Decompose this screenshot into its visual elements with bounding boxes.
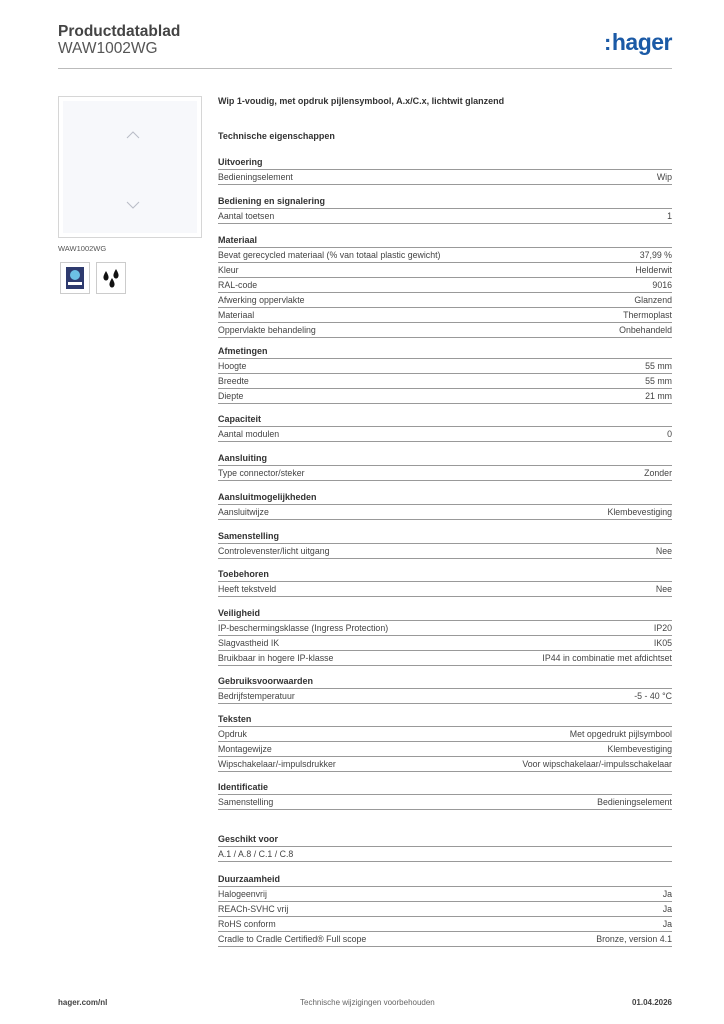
spec-label: Slagvastheid IK [218, 638, 280, 648]
spec-row [218, 757, 672, 772]
spec-value: 55 mm [645, 361, 672, 371]
spec-row [218, 389, 672, 404]
spec-value: 37,99 % [639, 250, 672, 260]
section-title: Veiligheid [218, 607, 672, 621]
header-divider [58, 68, 672, 69]
spec-value: 21 mm [645, 391, 672, 401]
section-title: Bediening en signalering [218, 195, 672, 209]
spec-label: Cradle to Cradle Certified® Full scope [218, 934, 367, 944]
product-code-heading: WAW1002WG [58, 40, 158, 57]
spec-section [218, 345, 672, 404]
section-title: Samenstelling [218, 530, 672, 544]
spec-row [218, 263, 672, 278]
spec-row [218, 727, 672, 742]
arrow-up-icon [125, 127, 141, 143]
spec-section [218, 452, 672, 481]
spec-row [218, 359, 672, 374]
spec-section [218, 156, 672, 185]
spec-label: Halogeenvrij [218, 889, 267, 899]
spec-label: Samenstelling [218, 797, 274, 807]
spec-section [218, 675, 672, 704]
spec-label: Aansluitwijze [218, 507, 269, 517]
spec-section [218, 413, 672, 442]
spec-label: Aantal toetsen [218, 211, 275, 221]
spec-section [218, 713, 672, 772]
spec-value: Bedieningselement [597, 797, 672, 807]
spec-value: Wip [656, 172, 672, 182]
hager-logo: :hager [604, 29, 672, 55]
spec-row [218, 374, 672, 389]
spec-row [218, 209, 672, 224]
spec-value: Klembevestiging [607, 507, 672, 517]
spec-value: Ja [662, 919, 672, 929]
spec-label: Breedte [218, 376, 249, 386]
spec-value: 0 [667, 429, 672, 439]
spec-label: Bedrijfstemperatuur [218, 691, 295, 701]
spec-row [218, 293, 672, 308]
spec-row [218, 742, 672, 757]
spec-value: Voor wipschakelaar/-impulsschakelaar [522, 759, 672, 769]
spec-value: Klembevestiging [607, 744, 672, 754]
spec-section [218, 833, 672, 862]
spec-label: Oppervlakte behandeling [218, 325, 316, 335]
footer-date: 01.04.2026 [631, 998, 672, 1007]
spec-label: Diepte [218, 391, 244, 401]
spec-section [218, 873, 672, 947]
spec-label: Afwerking oppervlakte [218, 295, 305, 305]
spec-row [218, 917, 672, 932]
spec-row [218, 689, 672, 704]
spec-label: Aantal modulen [218, 429, 280, 439]
spec-label: Heeft tekstveld [218, 584, 277, 594]
spec-value: 1 [667, 211, 672, 221]
spec-section [218, 491, 672, 520]
cradle-to-cradle-certificate-icon [60, 262, 90, 294]
spec-row [218, 278, 672, 293]
spec-row [218, 795, 672, 810]
spec-label: RAL-code [218, 280, 258, 290]
spec-row [218, 308, 672, 323]
spec-label: Controlevenster/licht uitgang [218, 546, 330, 556]
spec-row [218, 466, 672, 481]
spec-row [218, 902, 672, 917]
product-image-caption: WAW1002WG [58, 244, 107, 253]
product-image [58, 96, 202, 238]
footer-notice: Technische wijzigingen voorbehouden [300, 998, 435, 1007]
spec-label: Opdruk [218, 729, 247, 739]
spec-row [218, 636, 672, 651]
spec-row [218, 847, 672, 862]
spec-row [218, 651, 672, 666]
spec-label: Hoogte [218, 361, 247, 371]
spec-section [218, 195, 672, 224]
spec-label: Materiaal [218, 310, 255, 320]
section-title: Materiaal [218, 234, 672, 248]
spec-section [218, 781, 672, 810]
spec-row [218, 544, 672, 559]
spec-value: Ja [662, 889, 672, 899]
spec-value: IP44 in combinatie met afdichtset [542, 653, 672, 663]
spec-label: Type connector/steker [218, 468, 305, 478]
spec-label: Montagewijze [218, 744, 272, 754]
spec-row [218, 932, 672, 947]
spec-value: IK05 [653, 638, 672, 648]
spec-label: REACh-SVHC vrij [218, 904, 289, 914]
section-title: Identificatie [218, 781, 672, 795]
section-title: Uitvoering [218, 156, 672, 170]
spec-section [218, 234, 672, 338]
section-title: Aansluitmogelijkheden [218, 491, 672, 505]
spec-label: RoHS conform [218, 919, 276, 929]
spec-row [218, 248, 672, 263]
spec-value: Ja [662, 904, 672, 914]
spec-section [218, 530, 672, 559]
spec-label: IP-beschermingsklasse (Ingress Protection) [218, 623, 389, 633]
spec-row [218, 621, 672, 636]
spec-row [218, 505, 672, 520]
spec-value: Met opgedrukt pijlsymbool [569, 729, 672, 739]
section-title: Geschikt voor [218, 833, 672, 847]
product-description: Wip 1-voudig, met opdruk pijlensymbool, A.x/C.x, lichtwit glanzend [218, 96, 505, 106]
spec-value: Bronze, version 4.1 [596, 934, 672, 944]
spec-row [218, 582, 672, 597]
document-title: Productdatablad [58, 23, 181, 40]
spec-value: Nee [655, 546, 672, 556]
section-title: Capaciteit [218, 413, 672, 427]
spec-row [218, 323, 672, 338]
spec-section [218, 568, 672, 597]
tech-properties-heading: Technische eigenschappen [218, 131, 335, 141]
page-header [58, 20, 672, 68]
spec-value: Nee [655, 584, 672, 594]
section-title: Toebehoren [218, 568, 672, 582]
section-title: Afmetingen [218, 345, 672, 359]
spec-value: 55 mm [645, 376, 672, 386]
spec-label: Bedieningselement [218, 172, 293, 182]
spec-value: Onbehandeld [619, 325, 672, 335]
spec-value: -5 - 40 °C [634, 691, 672, 701]
spec-label: A.1 / A.8 / C.1 / C.8 [218, 849, 294, 859]
footer-website: hager.com/nl [58, 998, 108, 1007]
spec-row [218, 170, 672, 185]
spec-label: Bevat gerecycled materiaal (% van totaal plastic gewicht) [218, 250, 441, 260]
spec-label: Bruikbaar in hogere IP-klasse [218, 653, 334, 663]
water-drops-icon [96, 262, 126, 294]
spec-section [218, 607, 672, 666]
section-title: Teksten [218, 713, 672, 727]
arrow-down-icon [125, 197, 141, 213]
spec-value: Glanzend [634, 295, 672, 305]
spec-label: Kleur [218, 265, 239, 275]
section-title: Aansluiting [218, 452, 672, 466]
spec-value: Helderwit [635, 265, 672, 275]
spec-value: Zonder [644, 468, 672, 478]
logo-text: hager [611, 29, 672, 55]
spec-value: 9016 [652, 280, 672, 290]
spec-label: Wipschakelaar/-impulsdrukker [218, 759, 336, 769]
spec-value: IP20 [653, 623, 672, 633]
section-title: Duurzaamheid [218, 873, 672, 887]
spec-row [218, 887, 672, 902]
spec-row [218, 427, 672, 442]
spec-value: Thermoplast [623, 310, 672, 320]
section-title: Gebruiksvoorwaarden [218, 675, 672, 689]
